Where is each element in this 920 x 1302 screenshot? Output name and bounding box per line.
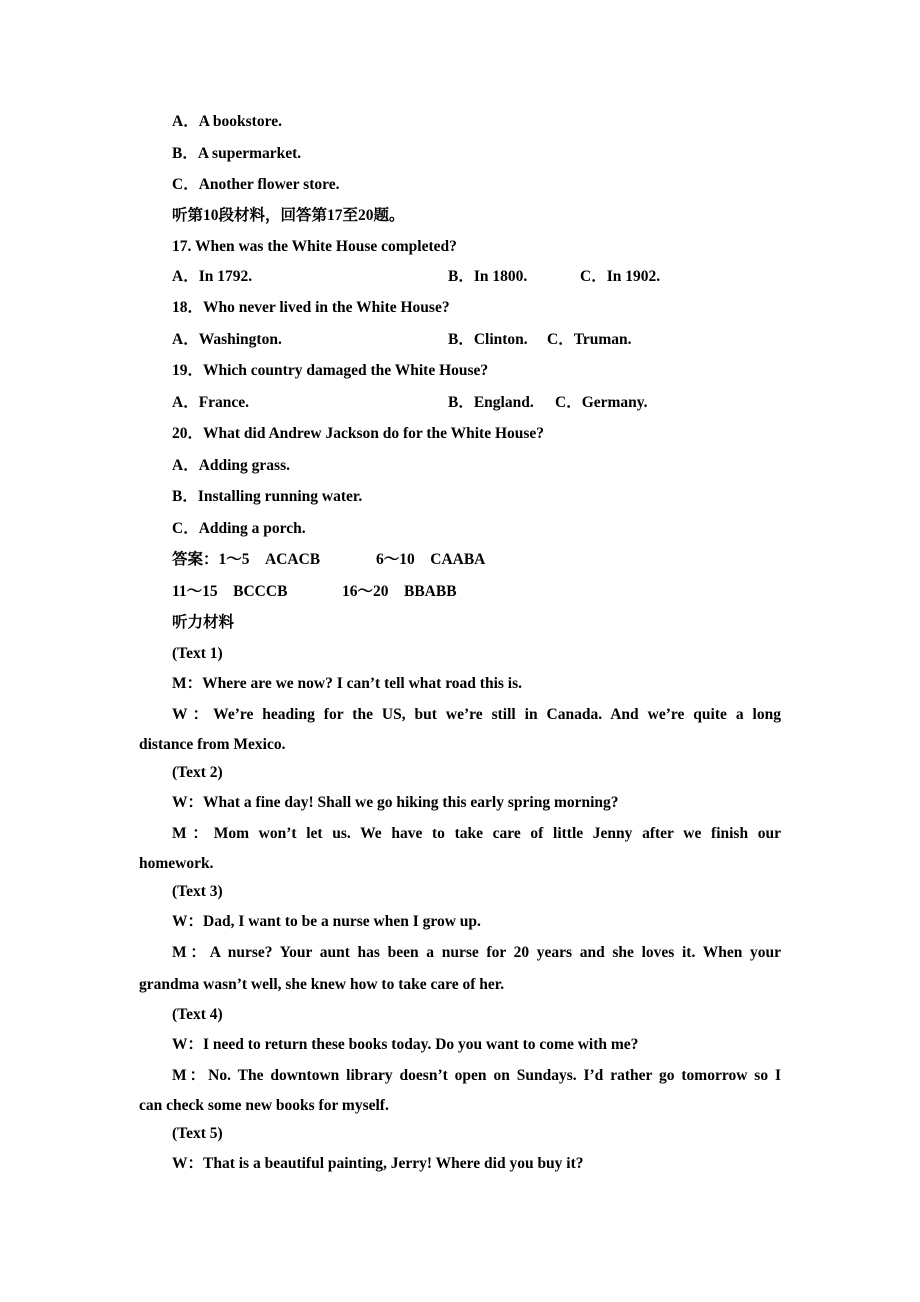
option-text: C．Truman. [547,331,632,348]
text-line: M：Mom won’t let us. We have to take care of little Jenny after we finish our [172,825,781,842]
text-line: B．A supermarket. [172,145,302,162]
option-text: B．Clinton. [448,331,528,348]
text-line: A．A bookstore. [172,113,282,130]
option-text: 6～10 CAABA [376,551,486,568]
text-line: 听第10段材料，回答第17至20题。 [172,207,405,224]
option-text: 16～20 BBABB [342,583,457,600]
text-line: A．Adding grass. [172,457,290,474]
option-text: C．Germany. [555,394,648,411]
option-text: A．France. [172,394,250,411]
text-line: M：A nurse? Your aunt has been a nurse for 20 years and she loves it. When your [172,944,781,961]
text-line: W：That is a beautiful painting, Jerry! Where did you buy it? [172,1155,584,1172]
text-line: W：What a fine day! Shall we go hiking this early spring morning? [172,794,619,811]
text-line: (Text 2) [172,764,223,781]
text-line: 20．What did Andrew Jackson do for the White House? [172,425,545,442]
text-line: can check some new books for myself. [139,1097,389,1114]
text-line: (Text 5) [172,1125,223,1142]
option-text: 11～15 BCCCB [172,583,288,600]
text-line: homework. [139,855,214,872]
text-line: C．Another flower store. [172,176,340,193]
text-line: W：We’re heading for the US, but we’re still in Canada. And we’re quite a long [172,706,781,723]
text-line: (Text 1) [172,645,223,662]
text-line: 19．Which country damaged the White House? [172,362,489,379]
option-text: A．Washington. [172,331,282,348]
text-line: M：Where are we now? I can’t tell what road this is. [172,675,523,692]
text-line: (Text 3) [172,883,223,900]
option-text: C．In 1902. [580,268,661,285]
option-text: 答案：1～5 ACACB [172,551,321,568]
text-line: M：No. The downtown library doesn’t open on Sundays. I’d rather go tomorrow so I [172,1067,781,1084]
option-text: A．In 1792. [172,268,253,285]
text-line: (Text 4) [172,1006,223,1023]
text-line: 17. When was the White House completed? [172,238,457,255]
text-line: C．Adding a porch. [172,520,306,537]
option-text: B．England. [448,394,534,411]
option-text: B．In 1800. [448,268,528,285]
text-line: W：Dad, I want to be a nurse when I grow up. [172,913,481,930]
text-line: grandma wasn’t well, she knew how to take care of her. [139,976,505,993]
text-line: W：I need to return these books today. Do you want to come with me? [172,1036,639,1053]
text-line: distance from Mexico. [139,736,286,753]
text-line: 18．Who never lived in the White House? [172,299,450,316]
text-line: B．Installing running water. [172,488,363,505]
text-line: 听力材料 [172,614,235,631]
